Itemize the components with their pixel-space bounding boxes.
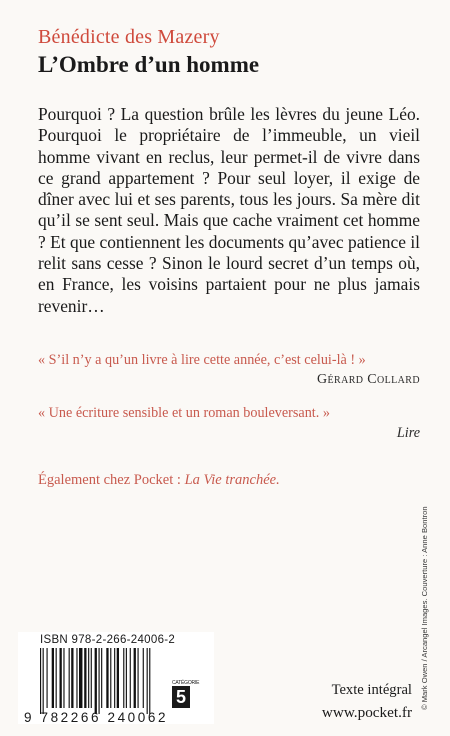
category-number: 5 [172,686,190,708]
back-cover-blurb: Pourquoi ? La question brûle les lèvres du jeune Léo. Pourquoi le propriétaire de l’immeuble, un vieil homme vivant en reclus, leur permet-il de vivre dans ce grand appartement ? Pour seul loyer, il exige de dîner avec lui et ses parents, tous les jours. Sa mère dit qu’il se sent seul. Mais que cache vraiment cet homme ? Et que contiennent les documents qu’avec patience il relit sans cesse ? Sinon le lourd secret d’un temps où, en France, les voisins partaient pour ne plus jamais revenir… [38,104,420,316]
barcode-bar [101,648,102,708]
barcode-bar [134,648,136,708]
barcode-bar [130,648,131,708]
barcode-bar [40,648,41,714]
also-available [38,472,280,489]
barcode-bar [56,648,57,708]
barcode-bar [114,648,115,708]
barcode-bar [143,648,144,708]
ean-number: 9 782266 240062 [24,710,169,725]
also-title: La Vie tranchée. [184,472,280,488]
barcode-bar [91,648,92,708]
author-name: Bénédicte des Mazery [38,26,220,48]
also-prefix: Également chez Pocket : [38,472,185,488]
barcode-bar [71,648,73,708]
publisher-website[interactable]: www.pocket.fr [321,704,412,721]
quote-text: « S’il n’y a qu’un livre à lire cette année, c’est celui-là ! » [38,352,366,368]
isbn-label: ISBN 978-2-266-24006-2 [40,634,176,646]
barcode-bar [47,648,48,708]
barcode-bar [84,648,86,708]
book-title: L’Ombre d’un homme [38,52,260,77]
barcode-bar [63,648,64,708]
barcode-bar [79,648,82,708]
quote-source: Lire [396,425,420,441]
barcode-bar [110,648,111,708]
barcode-bar [99,648,100,714]
press-quote-1 [38,350,420,390]
barcode-bar [147,648,148,714]
barcode-bar [69,648,70,708]
barcode-bar [149,648,150,714]
barcode-bar [88,648,89,708]
category-label: CATÉGORIE [172,680,200,686]
barcode-bar [126,648,127,708]
barcode-bar [95,648,97,714]
barcode-bar [76,648,77,708]
barcode-bar [52,648,54,708]
quote-text: « Une écriture sensible et un roman bouleversant. » [38,405,330,421]
barcode-bar [43,648,44,714]
category-badge [172,680,200,714]
barcode-bar [138,648,139,708]
barcode-bar [106,648,108,708]
barcode-bar [60,648,62,708]
quote-source: Gérard Collard [317,372,420,387]
image-credits: © Mark Owen / Arcangel Images. Couverture : Anne Bontron [420,506,429,710]
texte-integral-label: Texte intégral [331,682,412,698]
barcode-icon [40,648,200,714]
barcode-bar [117,648,119,708]
barcode-bar [123,648,124,708]
press-quote-2 [38,403,420,443]
